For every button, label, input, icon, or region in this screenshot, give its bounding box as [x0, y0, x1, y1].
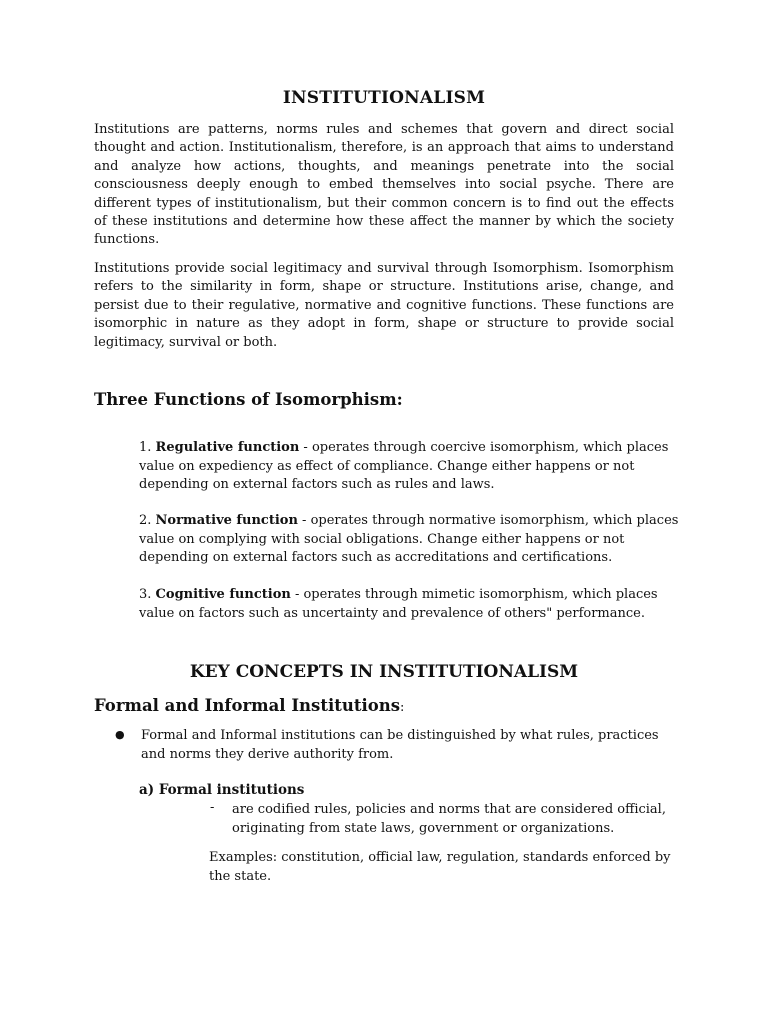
functions-heading: Three Functions of Isomorphism:	[94, 390, 403, 409]
heading-colon: :	[400, 700, 405, 715]
document-title: INSTITUTIONALISM	[282, 88, 486, 108]
function-name: Regulative function	[155, 440, 300, 455]
function-name: Normative function	[155, 513, 298, 528]
function-item-cognitive	[139, 586, 684, 623]
formal-institutions-label: a) Formal institutions	[139, 782, 305, 798]
isomorphism-paragraph: Institutions provide social legitimacy and survival through Isomorphism. Isomorphism refers to the similarity in form, shape or structure. Institutions arise, change, and persist due to their regulative, normative and cognitive functions. These functions are isomorphic in nature as they adopt in form, shape or structure to provide social legitimacy, survival or both.	[94, 261, 674, 350]
bullet-icon: ●	[115, 728, 125, 741]
function-item-regulative	[139, 439, 684, 495]
function-item-normative	[139, 512, 684, 568]
key-concepts-heading: KEY CONCEPTS IN INSTITUTIONALISM	[189, 662, 579, 682]
function-description: - operates through mimetic isomorphism, which places value on factors such as uncertainty and prevalence of others" performance.	[139, 587, 658, 621]
function-number: 1.	[139, 440, 152, 455]
bullet-item: Formal and Informal institutions can be distinguished by what rules, practices and norms they derive authority from.	[141, 728, 659, 762]
function-name: Cognitive function	[155, 587, 291, 602]
formal-informal-heading	[94, 696, 404, 715]
function-number: 2.	[139, 513, 152, 528]
dash-marker: -	[210, 800, 215, 815]
formal-definition: are codified rules, policies and norms that are considered official, originating from state laws, government or organizations.	[232, 802, 666, 836]
function-description: - operates through coercive isomorphism, which places value on expediency as effect of compliance. Change either happens or not depending on external factors such as rules and laws.	[139, 440, 669, 493]
function-number: 3.	[139, 587, 152, 602]
formal-examples: Examples: constitution, official law, regulation, standards enforced by the state.	[209, 850, 671, 884]
formal-informal-heading-text: Formal and Informal Institutions	[94, 696, 401, 715]
function-description: - operates through normative isomorphism, which places value on complying with social obligations. Change either happens or not depending on external factors such as accreditations and certifications.	[139, 513, 679, 566]
intro-paragraph: Institutions are patterns, norms rules and schemes that govern and direct social thought and action. Institutionalism, therefore, is an approach that aims to understand and analyze how actions, thoughts, and meanings penetrate into the social consciousness deeply enough to embed themselves into social psyche. There are different types of institutionalism, but their common concern is to find out the effects of these institutions and determine how these affect the manner by which the society functions.	[94, 122, 674, 248]
